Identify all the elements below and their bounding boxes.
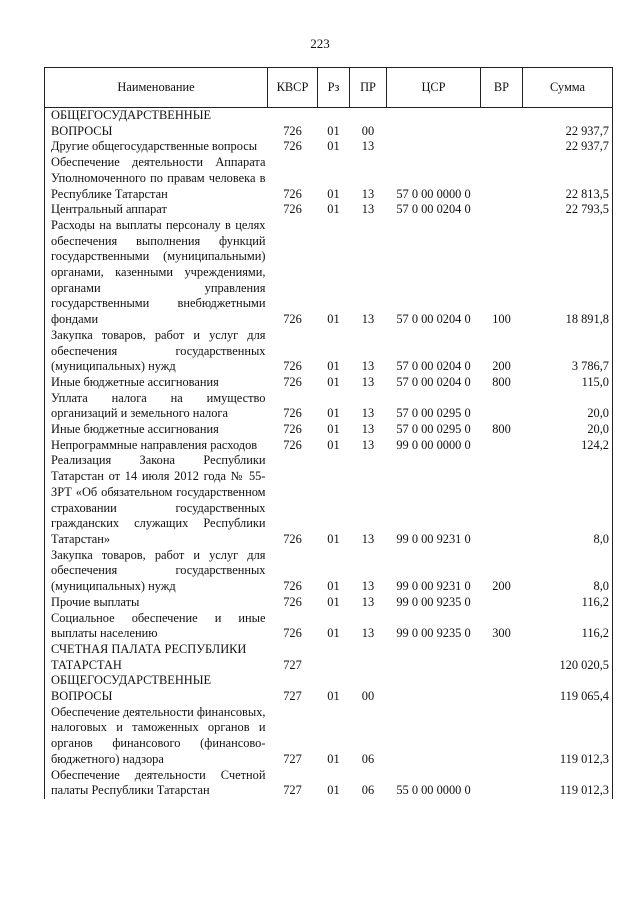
row-kvsr: 726	[283, 123, 302, 138]
row-name: Другие общегосударственные вопросы	[45, 139, 268, 155]
row-vr: 200	[492, 579, 511, 594]
row-pr: 13	[361, 406, 375, 421]
row-vr	[481, 453, 523, 547]
row-csr: 57 0 00 0000 0	[396, 186, 471, 201]
row-sum: 116,2	[523, 595, 613, 611]
row-sum: 124,2	[523, 438, 613, 454]
table-row	[45, 391, 613, 422]
row-name: Обеспечение деятельности Счетной палаты Республики Татарстан	[45, 768, 268, 799]
row-vr	[481, 595, 523, 611]
row-sum: 20,0	[523, 391, 613, 422]
table-row	[45, 453, 613, 547]
row-kvsr: 726	[283, 374, 302, 389]
row-rz: 01	[327, 406, 340, 421]
row-pr: 13	[361, 422, 375, 437]
row-pr: 13	[361, 312, 375, 327]
row-name: Обеспечение деятельности финансовых, налоговых и таможенных органов и органов финансового (финансово-бюджетного) надзора	[45, 705, 268, 768]
row-rz: 01	[327, 312, 340, 327]
row-csr: 57 0 00 0295 0	[396, 406, 471, 421]
row-pr: 13	[361, 437, 375, 452]
row-pr: 00	[361, 689, 375, 704]
table-row	[45, 611, 613, 642]
row-rz: 01	[327, 437, 340, 452]
row-pr: 13	[361, 139, 375, 154]
row-sum: 8,0	[523, 548, 613, 595]
row-vr: 100	[492, 312, 511, 327]
row-pr: 06	[361, 783, 375, 798]
row-rz: 01	[327, 626, 340, 641]
row-rz	[318, 642, 350, 673]
row-sum: 119 012,3	[523, 705, 613, 768]
row-sum: 119 065,4	[523, 673, 613, 704]
row-rz: 01	[327, 359, 340, 374]
row-csr: 57 0 00 0204 0	[396, 202, 471, 217]
table-row	[45, 595, 613, 611]
row-csr: 57 0 00 0204 0	[396, 374, 471, 389]
budget-table	[44, 67, 613, 799]
row-name: Иные бюджетные ассигнования	[45, 375, 268, 391]
row-kvsr: 726	[283, 579, 302, 594]
row-pr: 13	[361, 594, 375, 609]
row-kvsr: 726	[283, 312, 302, 327]
table-row	[45, 202, 613, 218]
row-rz: 01	[327, 689, 340, 704]
row-rz: 01	[327, 374, 340, 389]
row-rz: 01	[327, 202, 340, 217]
row-rz: 01	[327, 422, 340, 437]
row-vr	[481, 391, 523, 422]
row-csr: 99 0 00 9235 0	[396, 594, 471, 609]
table-row	[45, 328, 613, 375]
row-kvsr: 726	[283, 186, 302, 201]
row-vr: 800	[492, 422, 511, 437]
header-rz: Рз	[318, 68, 350, 108]
row-name: Центральный аппарат	[45, 202, 268, 218]
row-vr: 800	[492, 374, 511, 389]
table-body	[45, 108, 613, 799]
row-sum: 120 020,5	[523, 642, 613, 673]
row-name: СЧЕТНАЯ ПАЛАТА РЕСПУБЛИКИ ТАТАРСТАН	[45, 642, 268, 673]
header-sum: Сумма	[523, 68, 613, 108]
page-number: 223	[310, 36, 330, 51]
table-row	[45, 139, 613, 155]
row-pr: 00	[361, 123, 375, 138]
table-row	[45, 673, 613, 704]
row-csr	[387, 673, 481, 704]
row-pr: 13	[361, 374, 375, 389]
row-pr: 13	[361, 186, 375, 201]
row-name: Иные бюджетные ассигнования	[45, 422, 268, 438]
table-row	[45, 218, 613, 328]
row-csr	[387, 642, 481, 673]
row-rz: 01	[327, 531, 340, 546]
row-name: Социальное обеспечение и иные выплаты населению	[45, 611, 268, 642]
row-csr	[387, 108, 481, 140]
row-name: Закупка товаров, работ и услуг для обеспечения государственных (муниципальных) нужд	[45, 548, 268, 595]
table-row	[45, 642, 613, 673]
row-vr	[481, 139, 523, 155]
row-vr	[481, 705, 523, 768]
header-name: Наименование	[45, 68, 268, 108]
row-rz: 01	[327, 594, 340, 609]
row-csr: 57 0 00 0295 0	[396, 422, 471, 437]
row-rz: 01	[327, 783, 340, 798]
row-pr: 13	[361, 531, 375, 546]
row-csr	[387, 705, 481, 768]
header-row	[45, 68, 613, 108]
row-kvsr: 726	[283, 437, 302, 452]
table-row	[45, 548, 613, 595]
row-name: Закупка товаров, работ и услуг для обеспечения государственных (муниципальных) нужд	[45, 328, 268, 375]
row-csr: 55 0 00 0000 0	[396, 783, 471, 798]
table-row	[45, 422, 613, 438]
row-name: ОБЩЕГОСУДАРСТВЕННЫЕ ВОПРОСЫ	[45, 673, 268, 704]
table-row	[45, 705, 613, 768]
row-pr: 13	[361, 626, 375, 641]
row-sum: 116,2	[523, 611, 613, 642]
row-kvsr: 727	[283, 783, 302, 798]
row-csr	[387, 139, 481, 155]
row-name: Обеспечение деятельности Аппарата Уполномоченного по правам человека в Республике Татарстан	[45, 155, 268, 202]
row-sum: 18 891,8	[523, 218, 613, 328]
row-kvsr: 726	[283, 406, 302, 421]
row-sum: 20,0	[523, 422, 613, 438]
table-header	[45, 68, 613, 108]
row-rz: 01	[327, 751, 340, 766]
row-sum: 3 786,7	[523, 328, 613, 375]
row-kvsr: 726	[283, 202, 302, 217]
table-row	[45, 768, 613, 799]
row-rz: 01	[327, 139, 340, 154]
table-row	[45, 375, 613, 391]
row-kvsr: 726	[283, 626, 302, 641]
row-sum: 115,0	[523, 375, 613, 391]
row-sum: 22 937,7	[523, 108, 613, 140]
row-pr: 13	[361, 579, 375, 594]
row-vr	[481, 155, 523, 202]
row-pr: 13	[361, 202, 375, 217]
header-csr: ЦСР	[387, 68, 481, 108]
row-kvsr: 726	[283, 422, 302, 437]
row-kvsr: 726	[283, 359, 302, 374]
row-rz: 01	[327, 579, 340, 594]
row-csr: 99 0 00 9231 0	[396, 531, 471, 546]
row-name: Расходы на выплаты персоналу в целях обеспечения выполнения функций государственными (муниципальными) органами, казенными учреждениями, органами управления государственными внебюджетными фондами	[45, 218, 268, 328]
row-vr	[481, 768, 523, 799]
row-name: Уплата налога на имущество организаций и земельного налога	[45, 391, 268, 422]
row-csr: 99 0 00 9231 0	[396, 579, 471, 594]
header-vr: ВР	[481, 68, 523, 108]
row-csr: 57 0 00 0204 0	[396, 312, 471, 327]
row-name: Прочие выплаты	[45, 595, 268, 611]
row-name: Непрограммные направления расходов	[45, 438, 268, 454]
row-rz: 01	[327, 123, 340, 138]
table-row	[45, 155, 613, 202]
row-pr	[350, 642, 387, 673]
table-row	[45, 108, 613, 140]
row-rz: 01	[327, 186, 340, 201]
header-kvsr: КВСР	[268, 68, 318, 108]
row-vr	[481, 438, 523, 454]
row-kvsr: 727	[283, 689, 302, 704]
row-pr: 06	[361, 751, 375, 766]
row-sum: 8,0	[523, 453, 613, 547]
row-vr: 200	[492, 359, 511, 374]
row-sum: 22 793,5	[523, 202, 613, 218]
row-vr: 300	[492, 626, 511, 641]
row-kvsr: 727	[283, 751, 302, 766]
row-kvsr: 726	[283, 139, 302, 154]
row-vr	[481, 108, 523, 140]
row-kvsr: 727	[283, 657, 302, 672]
row-kvsr: 726	[283, 531, 302, 546]
row-csr: 99 0 00 9235 0	[396, 626, 471, 641]
header-pr: ПР	[350, 68, 387, 108]
row-pr: 13	[361, 359, 375, 374]
row-vr	[481, 202, 523, 218]
row-csr: 57 0 00 0204 0	[396, 359, 471, 374]
row-vr	[481, 642, 523, 673]
row-name: Реализация Закона Республики Татарстан от 14 июля 2012 года № 55-ЗРТ «Об обязательном государственном страховании государственных гражданских служащих Республики Татарстан»	[45, 453, 268, 547]
row-kvsr: 726	[283, 594, 302, 609]
row-csr: 99 0 00 0000 0	[396, 437, 471, 452]
table-row	[45, 438, 613, 454]
row-vr	[481, 673, 523, 704]
row-sum: 119 012,3	[523, 768, 613, 799]
row-name: ОБЩЕГОСУДАРСТВЕННЫЕ ВОПРОСЫ	[45, 108, 268, 140]
row-sum: 22 937,7	[523, 139, 613, 155]
row-sum: 22 813,5	[523, 155, 613, 202]
